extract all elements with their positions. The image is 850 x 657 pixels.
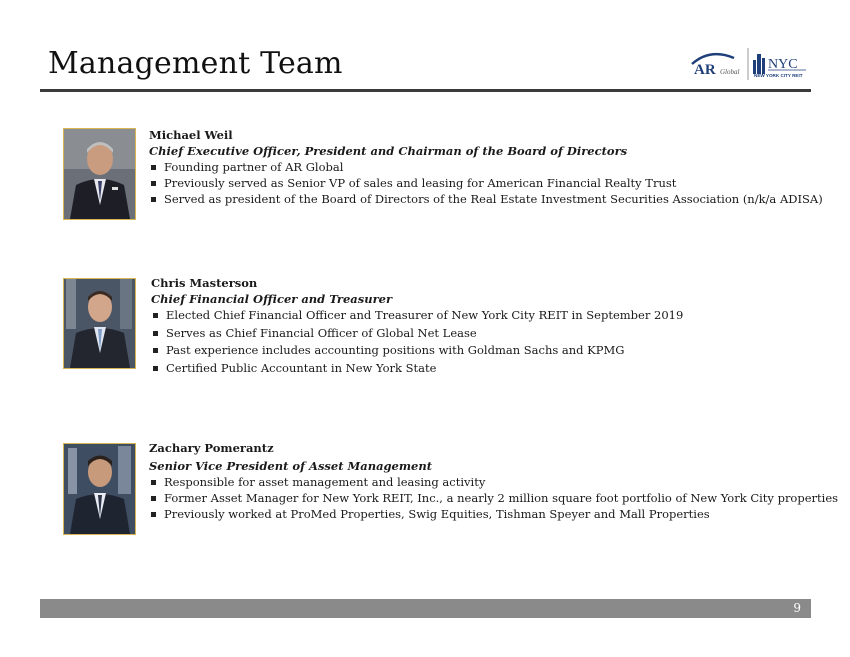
bio-bullet: Served as president of the Board of Directors of the Real Estate Investment Securities Association (n/k/a ADISA) [149,191,823,207]
bio-michael-weil [149,127,823,207]
person-role: Chief Financial Officer and Treasurer [151,292,393,306]
portrait-chris-masterson [63,278,136,369]
portrait-michael-weil [63,128,136,220]
person-role: Chief Executive Officer, President and Chairman of the Board of Directors [149,144,628,158]
portrait-zachary-pomerantz [63,443,136,535]
bio-bullet: Serves as Chief Financial Officer of Global Net Lease [151,325,683,343]
bio-bullet: Previously served as Senior VP of sales and leasing for American Financial Realty Trust [149,175,823,191]
logo-nyc-text: NYC [768,57,798,72]
logo-ar-text: AR [694,62,716,78]
company-logo [686,46,810,82]
footer-bar [40,599,811,618]
page-number: 9 [793,601,801,615]
logo-global-text: Global [720,68,740,76]
bio-bullet: Certified Public Accountant in New York State [151,360,683,378]
bio-chris-masterson [151,275,683,377]
bio-zachary-pomerantz [149,440,838,522]
person-role: Senior Vice President of Asset Management [149,459,433,473]
logo-nyc-subtitle: NEW YORK CITY REIT [754,73,803,78]
bio-bullets [149,474,838,522]
bio-bullet: Elected Chief Financial Officer and Treasurer of New York City REIT in September 2019 [151,307,683,325]
bio-bullet: Former Asset Manager for New York REIT, Inc., a nearly 2 million square foot portfolio of New York City properties [149,490,838,506]
person-name: Chris Masterson [151,276,258,290]
person-name: Zachary Pomerantz [149,441,274,455]
bio-bullets [151,307,683,377]
person-name: Michael Weil [149,128,233,142]
bio-bullet: Founding partner of AR Global [149,159,823,175]
bio-bullets [149,159,823,207]
title-divider [40,89,811,92]
page-title: Management Team [48,46,343,81]
bio-bullet: Past experience includes accounting positions with Goldman Sachs and KPMG [151,342,683,360]
bio-bullet: Responsible for asset management and leasing activity [149,474,838,490]
bio-bullet: Previously worked at ProMed Properties, Swig Equities, Tishman Speyer and Mall Properties [149,506,838,522]
